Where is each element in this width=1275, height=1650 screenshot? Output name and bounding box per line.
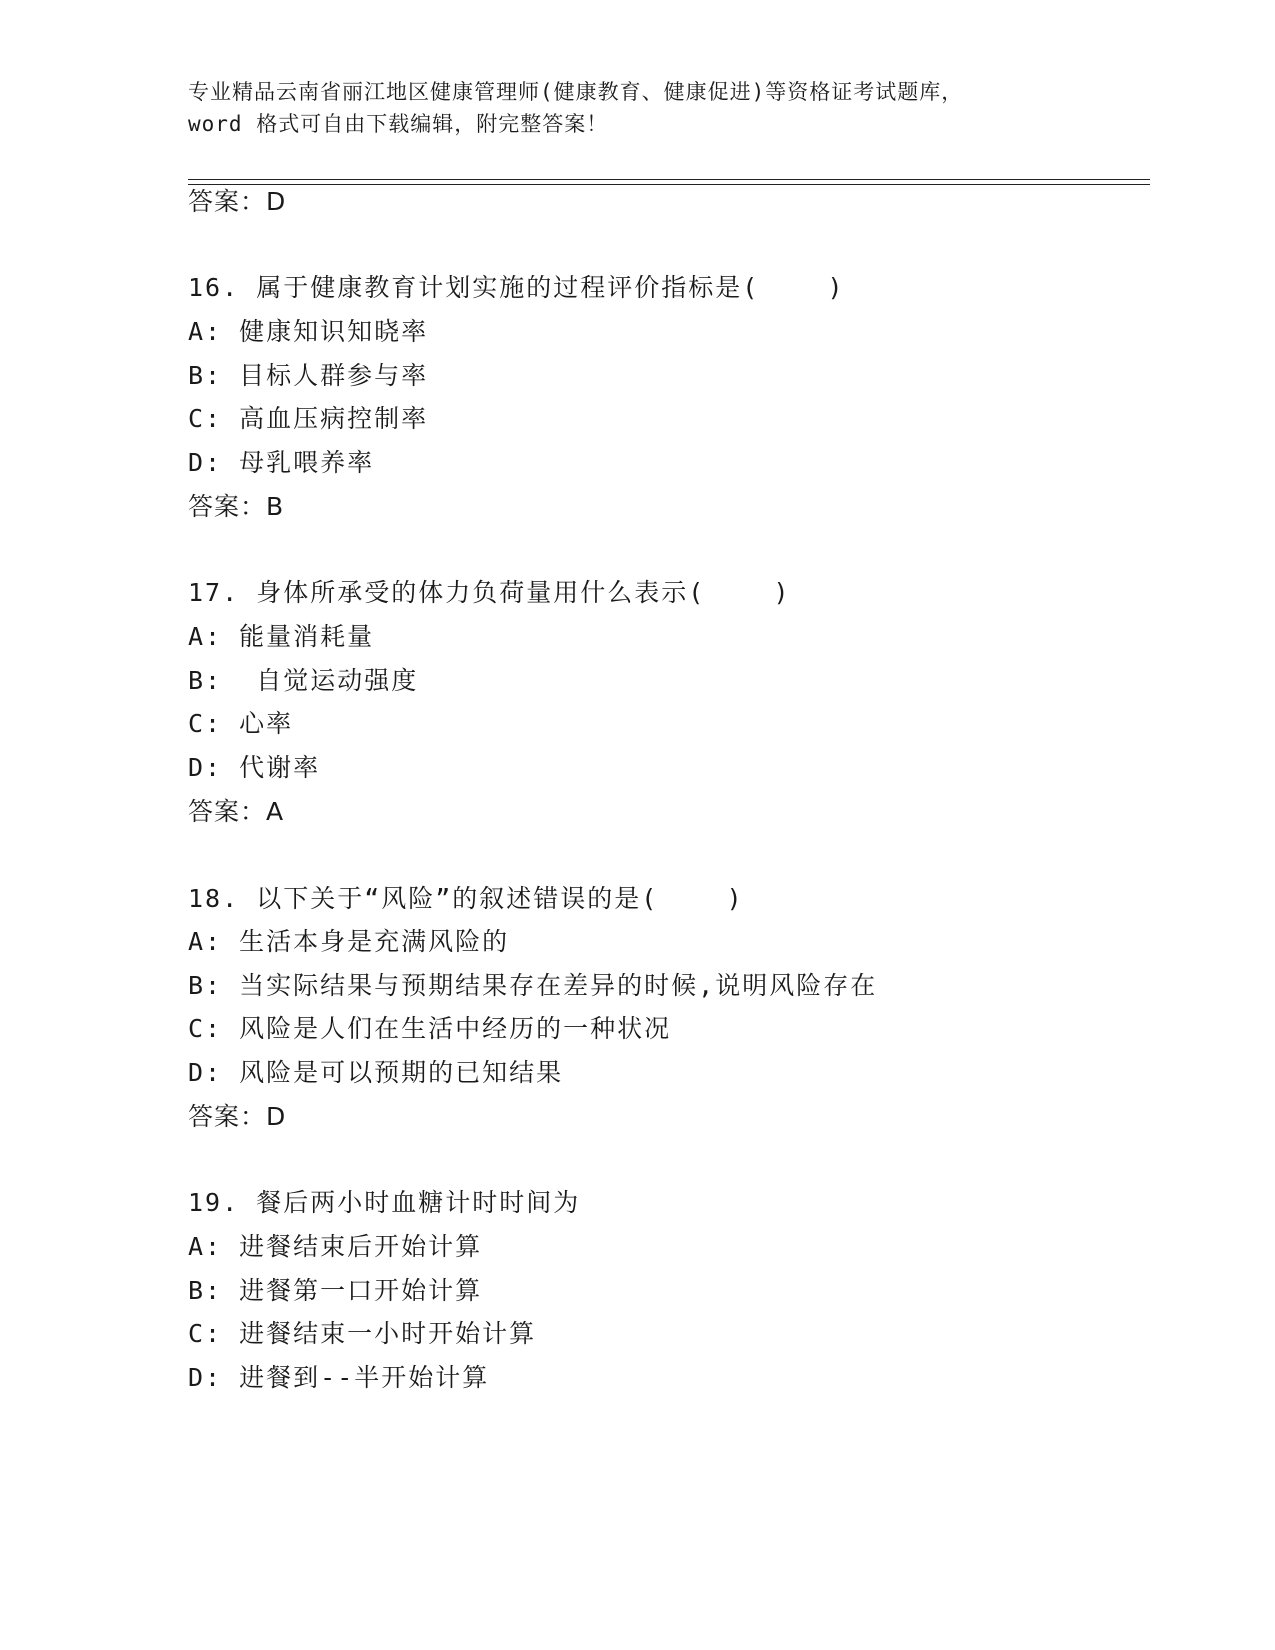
header-line-1: 专业精品云南省丽江地区健康管理师(健康教育、健康促进)等资格证考试题库， bbox=[188, 80, 964, 104]
header-divider-bottom bbox=[188, 184, 1150, 185]
prev-answer: 答案：D bbox=[188, 187, 287, 216]
question-16-option-a: A: 健康知识知晓率 bbox=[188, 317, 429, 346]
question-17-stem: 17. 身体所承受的体力负荷量用什么表示( ) bbox=[188, 578, 791, 607]
question-17-option-d: D: 代谢率 bbox=[188, 753, 321, 782]
question-19-stem: 19. 餐后两小时血糖计时时间为 bbox=[188, 1188, 581, 1217]
question-18-option-c: C: 风险是人们在生活中经历的一种状况 bbox=[188, 1014, 672, 1043]
question-16-answer: 答案：B bbox=[188, 492, 285, 521]
header-line-2: word 格式可自由下载编辑，附完整答案！ bbox=[188, 112, 609, 136]
question-17-answer: 答案：A bbox=[188, 797, 285, 826]
question-16-option-c: C: 高血压病控制率 bbox=[188, 404, 429, 433]
question-16-option-b: B: 目标人群参与率 bbox=[188, 361, 429, 390]
header-divider-top bbox=[188, 179, 1150, 180]
question-17-option-a: A: 能量消耗量 bbox=[188, 622, 375, 651]
question-19-option-a: A: 进餐结束后开始计算 bbox=[188, 1232, 483, 1261]
question-18-option-d: D: 风险是可以预期的已知结果 bbox=[188, 1058, 564, 1087]
question-17-option-b: B: 自觉运动强度 bbox=[188, 666, 419, 695]
question-16-stem: 16. 属于健康教育计划实施的过程评价指标是( ) bbox=[188, 273, 845, 302]
question-17-option-c: C: 心率 bbox=[188, 709, 294, 738]
question-19-option-c: C: 进餐结束一小时开始计算 bbox=[188, 1319, 537, 1348]
question-18-answer: 答案：D bbox=[188, 1102, 287, 1131]
question-18-option-b: B: 当实际结果与预期结果存在差异的时候,说明风险存在 bbox=[188, 971, 878, 1000]
question-19-option-b: B: 进餐第一口开始计算 bbox=[188, 1276, 483, 1305]
question-19-option-d: D: 进餐到--半开始计算 bbox=[188, 1363, 490, 1392]
question-18-stem: 18. 以下关于“风险”的叙述错误的是( ) bbox=[188, 884, 744, 913]
document-header bbox=[188, 76, 1088, 140]
question-18-option-a: A: 生活本身是充满风险的 bbox=[188, 927, 510, 956]
question-16-option-d: D: 母乳喂养率 bbox=[188, 448, 375, 477]
